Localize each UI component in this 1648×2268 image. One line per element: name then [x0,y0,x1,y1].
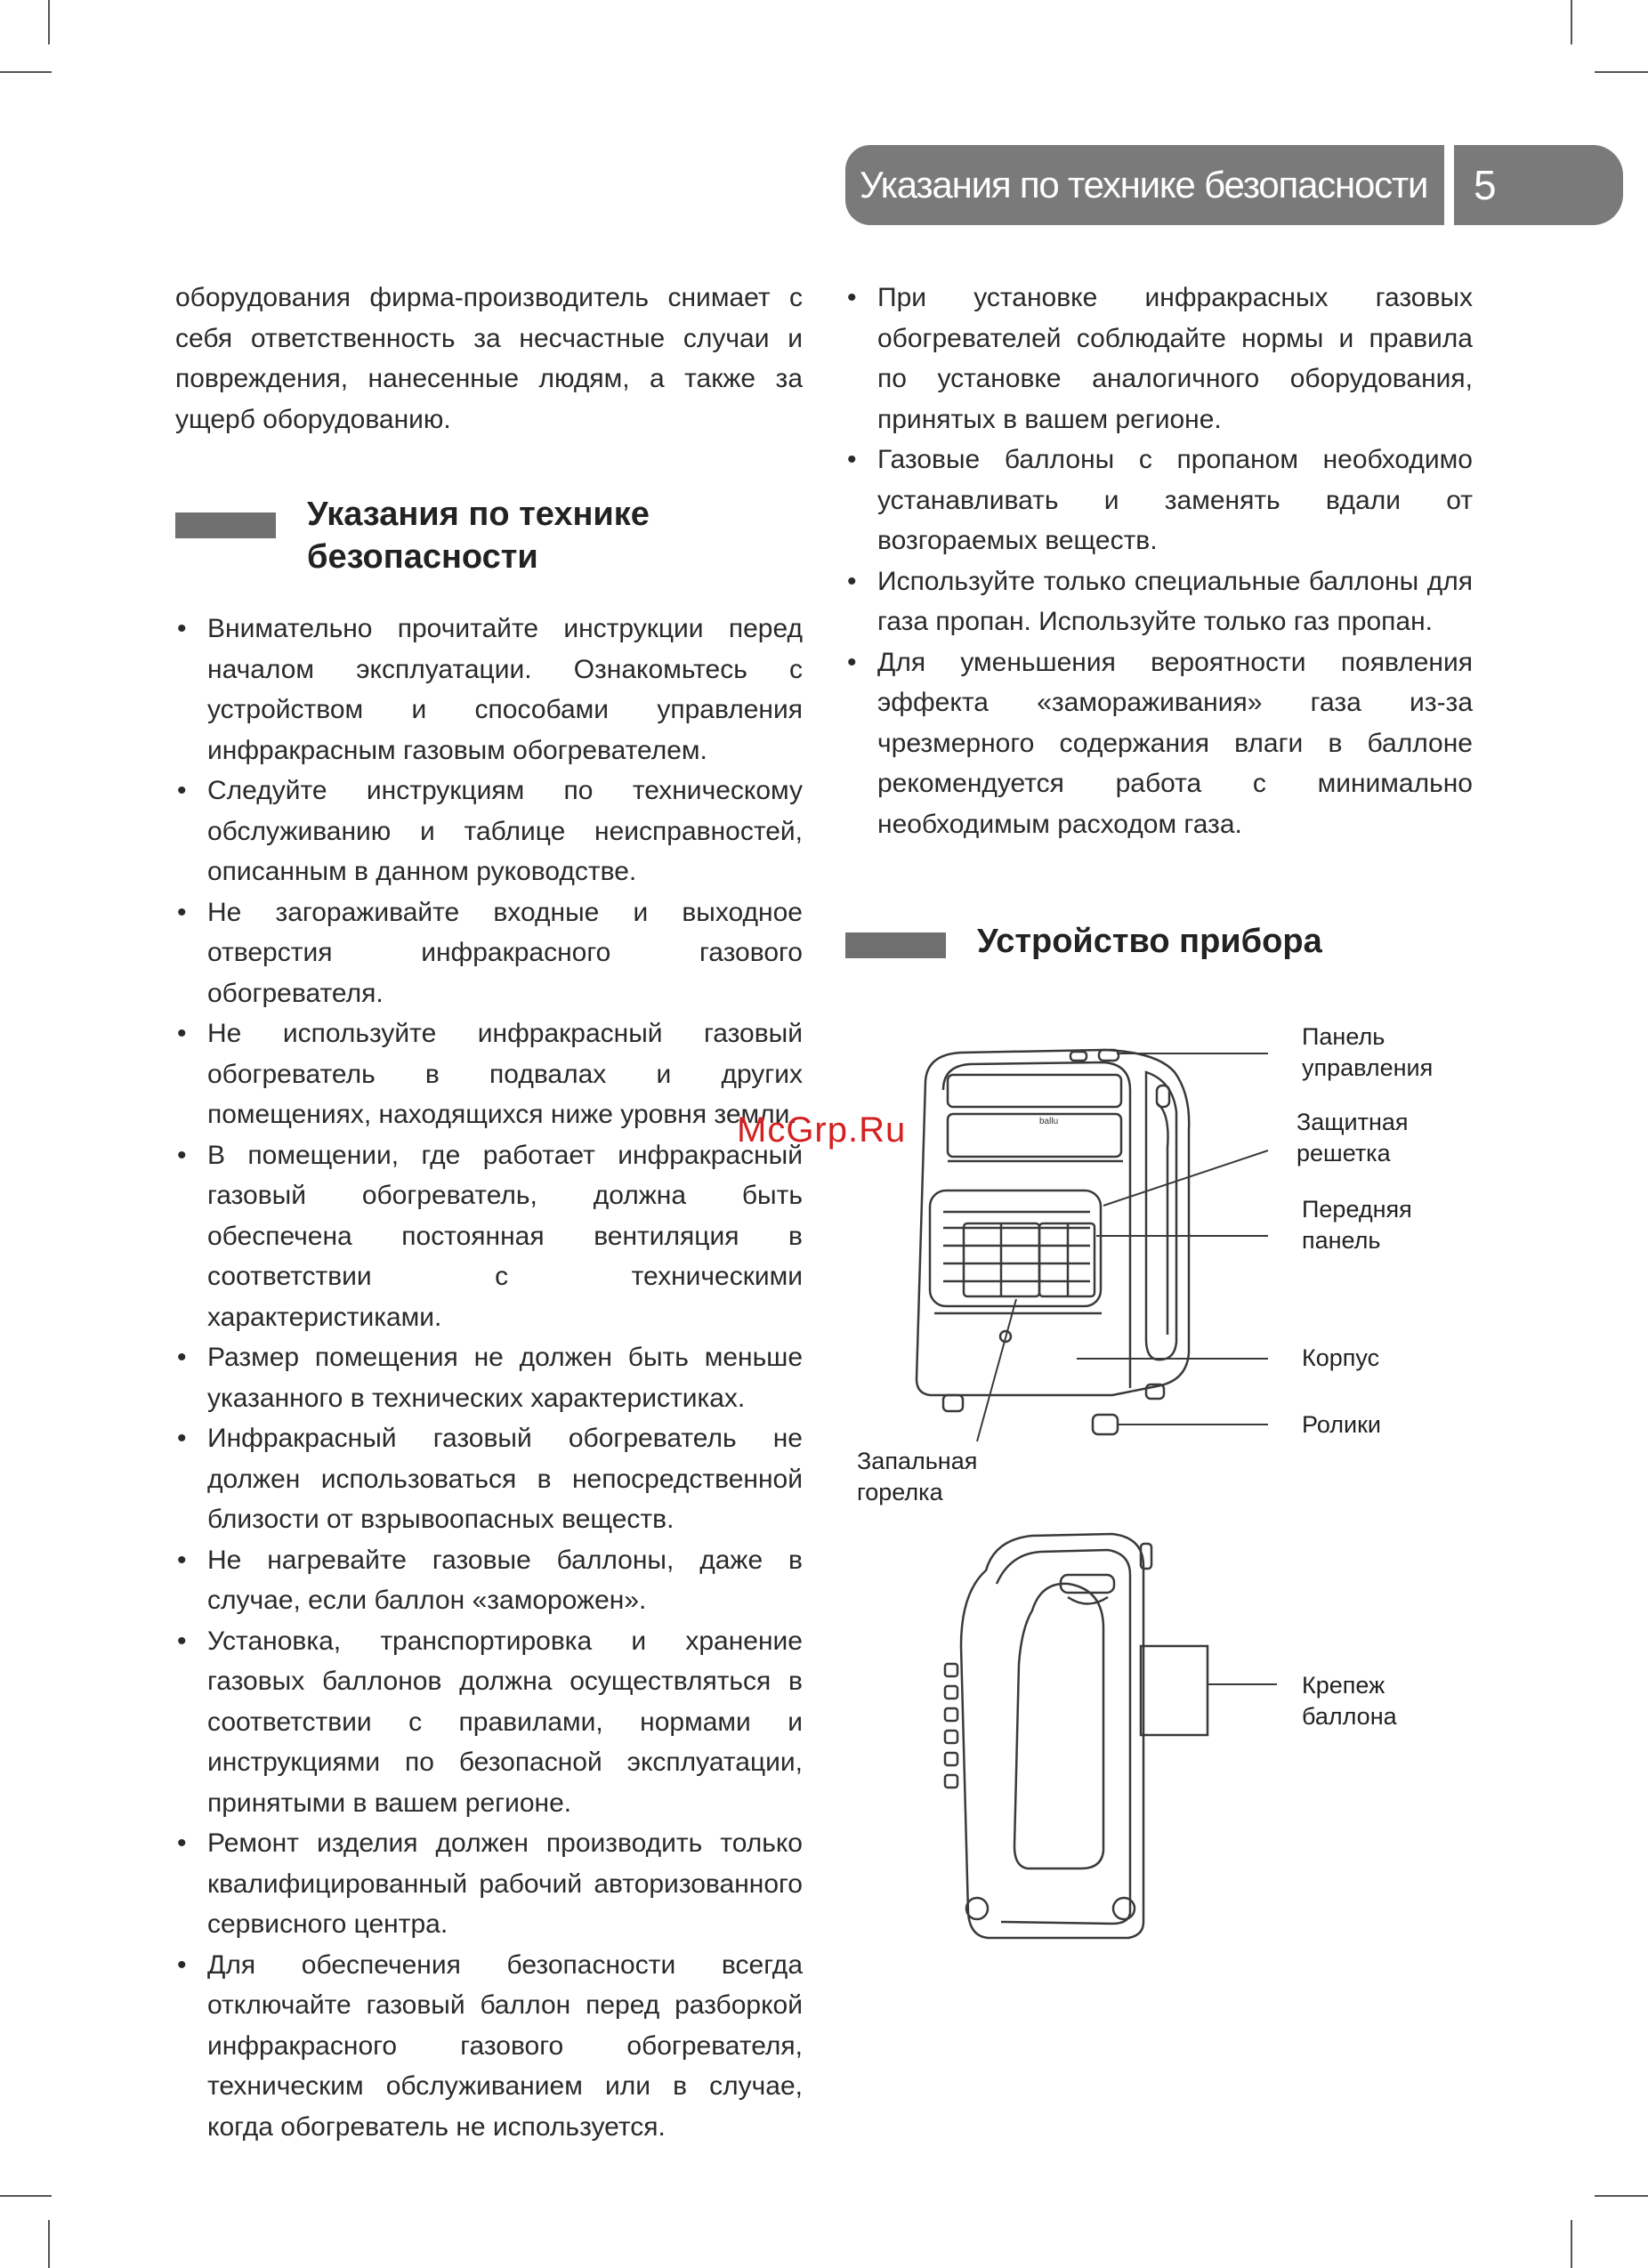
list-item: • Размер помещения не должен быть меньше указанного в технических характеристиках. [175,1337,803,1418]
label-line: Запальная [857,1448,978,1474]
label-pilot [857,1446,977,1508]
label-line: управления [1302,1054,1434,1081]
list-item: • Не используйте инфракрасный газовый обогреватель в подвалах и других помещениях, находящихся ниже уровня земли. [175,1013,803,1135]
header-title: Указания по технике безопасности [860,164,1428,206]
list-item: • При установке инфракрасных газовых обогревателей соблюдайте нормы и правила по установке аналогичного оборудования, принятых в вашем регионе. [845,278,1473,440]
label-body: Корпус [1302,1344,1380,1371]
label-line: Панель [1302,1023,1385,1050]
label-front-panel [1302,1194,1412,1256]
list-item: • Используйте только специальные баллоны для газа пропан. Используйте только газ пропан. [845,561,1473,642]
section-title-safety: Указания по технике безопасности [307,496,650,576]
label-line: Передняя [1302,1196,1412,1223]
list-item: • Следуйте инструкциям по техническому обслуживанию и таблице неисправностей, описанным в данном руководстве. [175,771,803,892]
list-item: • Ремонт изделия должен производить только квалифицированный рабочий авторизованного сервисного центра. [175,1823,803,1945]
heater-front-view [917,1050,1189,1434]
list-item: • Для обеспечения безопасности всегда отключайте газовый баллон перед разборкой инфракрасного газового обогревателя, техническим обслуживанием или в случае, когда обогреватель не используется. [175,1945,803,2148]
list-item: • Не загораживайте входные и выходное отверстия инфракрасного газового обогревателя. [175,892,803,1014]
list-item: • Для уменьшения вероятности появления эффекта «замораживания» газа из-за чрезмерного содержания влаги в баллоне рекомендуется работа с минимально необходимым расходом газа. [845,642,1473,845]
label-control-panel [1302,1021,1433,1084]
list-item: • Внимательно прочитайте инструкции перед началом эксплуатации. Ознакомьтесь с устройством и способами управления инфракрасным газовым обогревателем. [175,609,803,771]
list-item: • В помещении, где работает инфракрасный газовый обогреватель, должна быть обеспечена постоянная вентиляция в соответствии с техническими характеристиками. [175,1135,803,1338]
label-line: баллона [1302,1703,1397,1730]
label-wheels: Ролики [1302,1411,1381,1438]
label-line: Защитная [1297,1109,1409,1135]
intro-paragraph: оборудования фирма-производитель снимает с себя ответственность за несчастные случаи и повреждения, нанесенные людям, а также за ущерб оборудованию. [175,283,803,434]
label-line: решетка [1297,1140,1391,1166]
label-line: Крепеж [1302,1672,1385,1699]
list-item: • Не нагревайте газовые баллоны, даже в случае, если баллон «заморожен». [175,1540,803,1621]
label-line: панель [1302,1227,1381,1254]
page-number: 5 [1454,145,1623,225]
list-item: • Газовые баллоны с пропаном необходимо устанавливать и заменять вдали от возгораемых веществ. [845,440,1473,561]
label-guard [1297,1107,1409,1169]
label-cylinder-mount [1302,1670,1397,1732]
list-item: • Установка, транспортировка и хранение газовых баллонов должна осуществляться в соответствии с правилами, нормами и инструкциями по безопасной эксплуатации, принятыми в вашем регионе. [175,1621,803,1824]
list-item: • Инфракрасный газовый обогреватель не должен использоваться в непосредственной близости от взрывоопасных веществ. [175,1418,803,1540]
leader-lines [977,1053,1277,1684]
label-line: горелка [857,1479,943,1505]
watermark: McGrp.Ru [737,1110,907,1150]
brand-mark: ballu [1039,1117,1059,1126]
heater-back-view [945,1534,1208,1938]
section-title-device: Устройство прибора [977,923,1322,960]
